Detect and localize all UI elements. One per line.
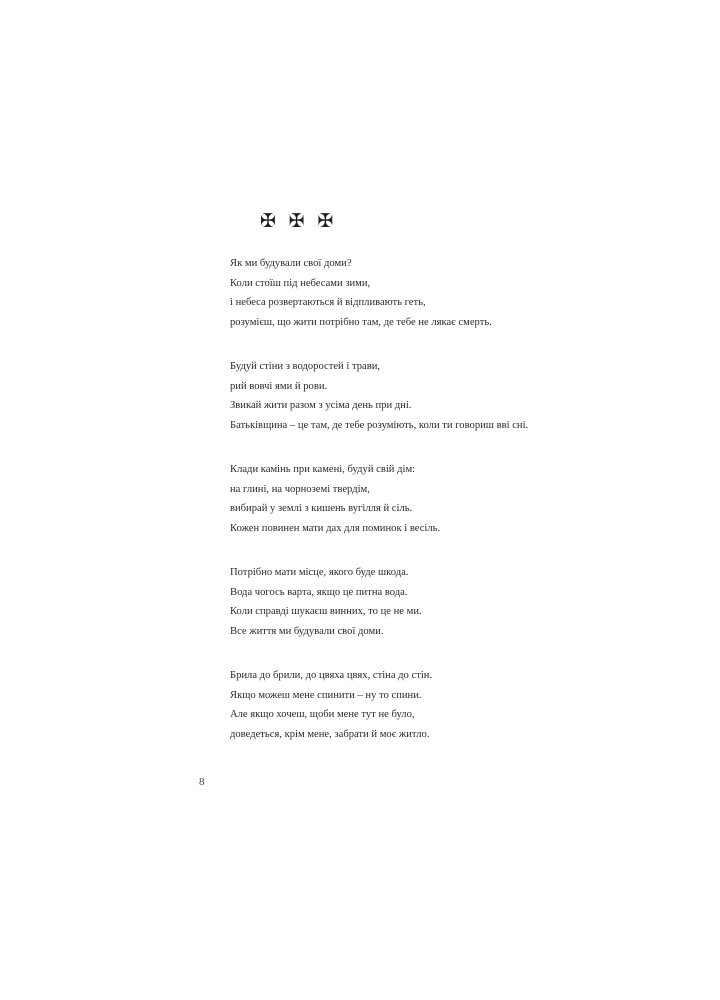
poem-line: Кожен повинен мати дах для поминок і весіль. <box>230 522 441 534</box>
stanza-2 <box>230 357 630 435</box>
stanza-1 <box>230 254 630 332</box>
poem-line: Потрібно мати місце, якого буде шкода. <box>230 567 409 578</box>
stanza-4 <box>230 563 630 641</box>
poem-line: Брила до брили, до цвяха цвях, стіна до стін. <box>230 670 433 681</box>
poem-line: Батьківщина – це там, де тебе розуміють, коли ти говориш вві сні. <box>230 419 529 431</box>
poem-line: вибирай у землі з кишень вугілля й сіль. <box>230 503 413 514</box>
poem-line: розумієш, що жити потрібно там, де тебе не лякає смерть. <box>230 316 492 328</box>
poem-line: Клади камінь при камені, будуй свій дім: <box>230 464 416 475</box>
poem <box>230 254 630 769</box>
cross-ornament-icon: ✠ ✠ ✠ <box>260 211 338 232</box>
poem-line: рий вовчі ями й рови. <box>230 380 328 392</box>
poem-line: Вода чогось варта, якщо це питна вода. <box>230 586 408 598</box>
poem-line: Якщо можеш мене спинити – ну то спини. <box>230 689 422 701</box>
poem-line: доведеться, крім мене, забрати й моє житло. <box>230 728 430 740</box>
stanza-3 <box>230 460 630 538</box>
poem-line: і небеса розвертаються й відпливають геть, <box>230 297 426 308</box>
poem-line: Але якщо хочеш, щоби мене тут не було, <box>230 709 415 720</box>
poem-line: на глині, на чорноземі твердім, <box>230 483 370 495</box>
poem-line: Коли справді шукаєш винних, то це не ми. <box>230 606 422 617</box>
poem-line: Коли стоїш під небесами зими, <box>230 277 371 289</box>
poem-line: Звикай жити разом з усіма день при дні. <box>230 400 412 411</box>
poem-line: Все життя ми будували свої доми. <box>230 625 384 637</box>
poem-line: Будуй стіни з водоростей і трави, <box>230 361 381 372</box>
page-number: 8 <box>199 776 205 788</box>
poem-line: Як ми будували свої доми? <box>230 258 352 269</box>
stanza-5 <box>230 666 630 744</box>
